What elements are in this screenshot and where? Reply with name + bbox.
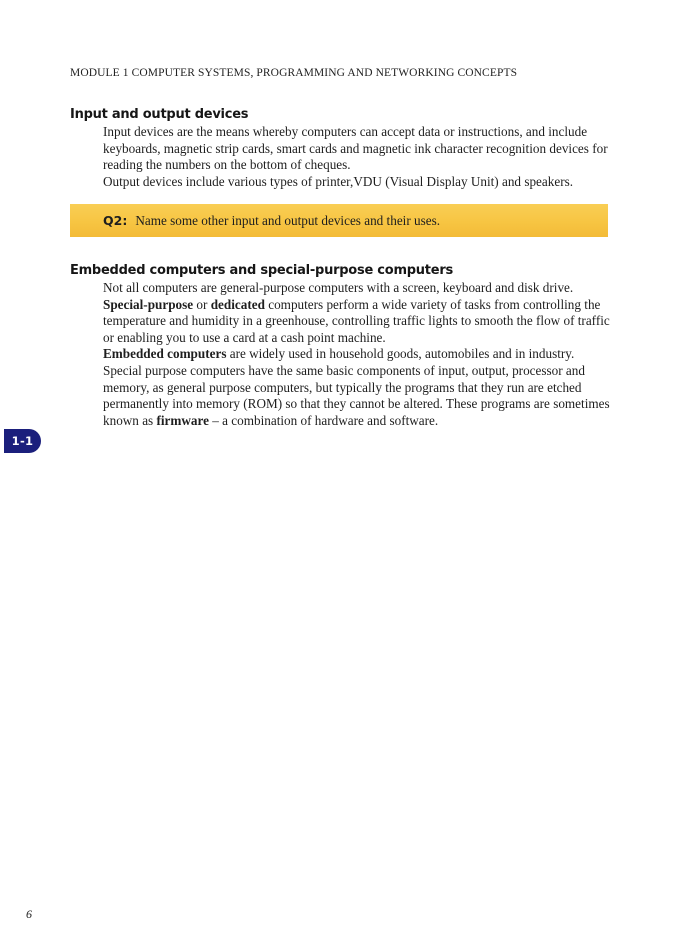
paragraph-input-devices: Input devices are the means whereby computers can accept data or instructions, and include keyboards, magnetic strip cards, smart cards and magnetic ink character recognition devices for reading the numbers on the bottom of cheques. (103, 124, 608, 173)
paragraph-general-purpose: Not all computers are general-purpose computers with a screen, keyboard and disk drive. (103, 280, 574, 295)
paragraph-embedded (103, 346, 611, 429)
special-purpose-description: computers perform a wide variety of tasks from controlling the temperature and humidity in a greenhouse, controlling traffic lights to smooth the flow of traffic or enabling you to use a card at a cash point machine. (103, 296, 610, 345)
section-heading-input-output: Input and output devices (70, 107, 249, 122)
section-heading-embedded: Embedded computers and special-purpose computers (70, 263, 453, 278)
connector-text: or (193, 296, 211, 312)
term-dedicated: dedicated (210, 296, 265, 312)
page-number: 6 (26, 907, 32, 921)
term-special-purpose: Special-purpose (103, 296, 194, 312)
paragraph-special-purpose (103, 297, 611, 347)
term-firmware: firmware (156, 412, 209, 428)
embedded-description: are widely used in household goods, automobiles and in industry. Special purpose computers have the same basic components of input, output, processor and memory, as general purpose computers, but typically the programs that they run are etched permanently into memory (ROM) so that they cannot be altered. These programs are sometimes known as (103, 346, 610, 428)
section-body-input-output (103, 124, 611, 190)
paragraph-output-devices: Output devices include various types of printer,VDU (Visual Display Unit) and speakers. (103, 173, 574, 189)
running-head: MODULE 1 COMPUTER SYSTEMS, PROGRAMMING AND NETWORKING CONCEPTS (70, 67, 518, 79)
question-label: Q2: (103, 213, 128, 228)
section-body-embedded (103, 280, 611, 429)
term-embedded-computers: Embedded computers (103, 346, 227, 362)
question-text: Name some other input and output devices and their uses. (135, 213, 441, 228)
question-q2 (103, 213, 440, 229)
section-tab: 1-1 (4, 429, 41, 453)
firmware-description: – a combination of hardware and software. (208, 412, 439, 428)
